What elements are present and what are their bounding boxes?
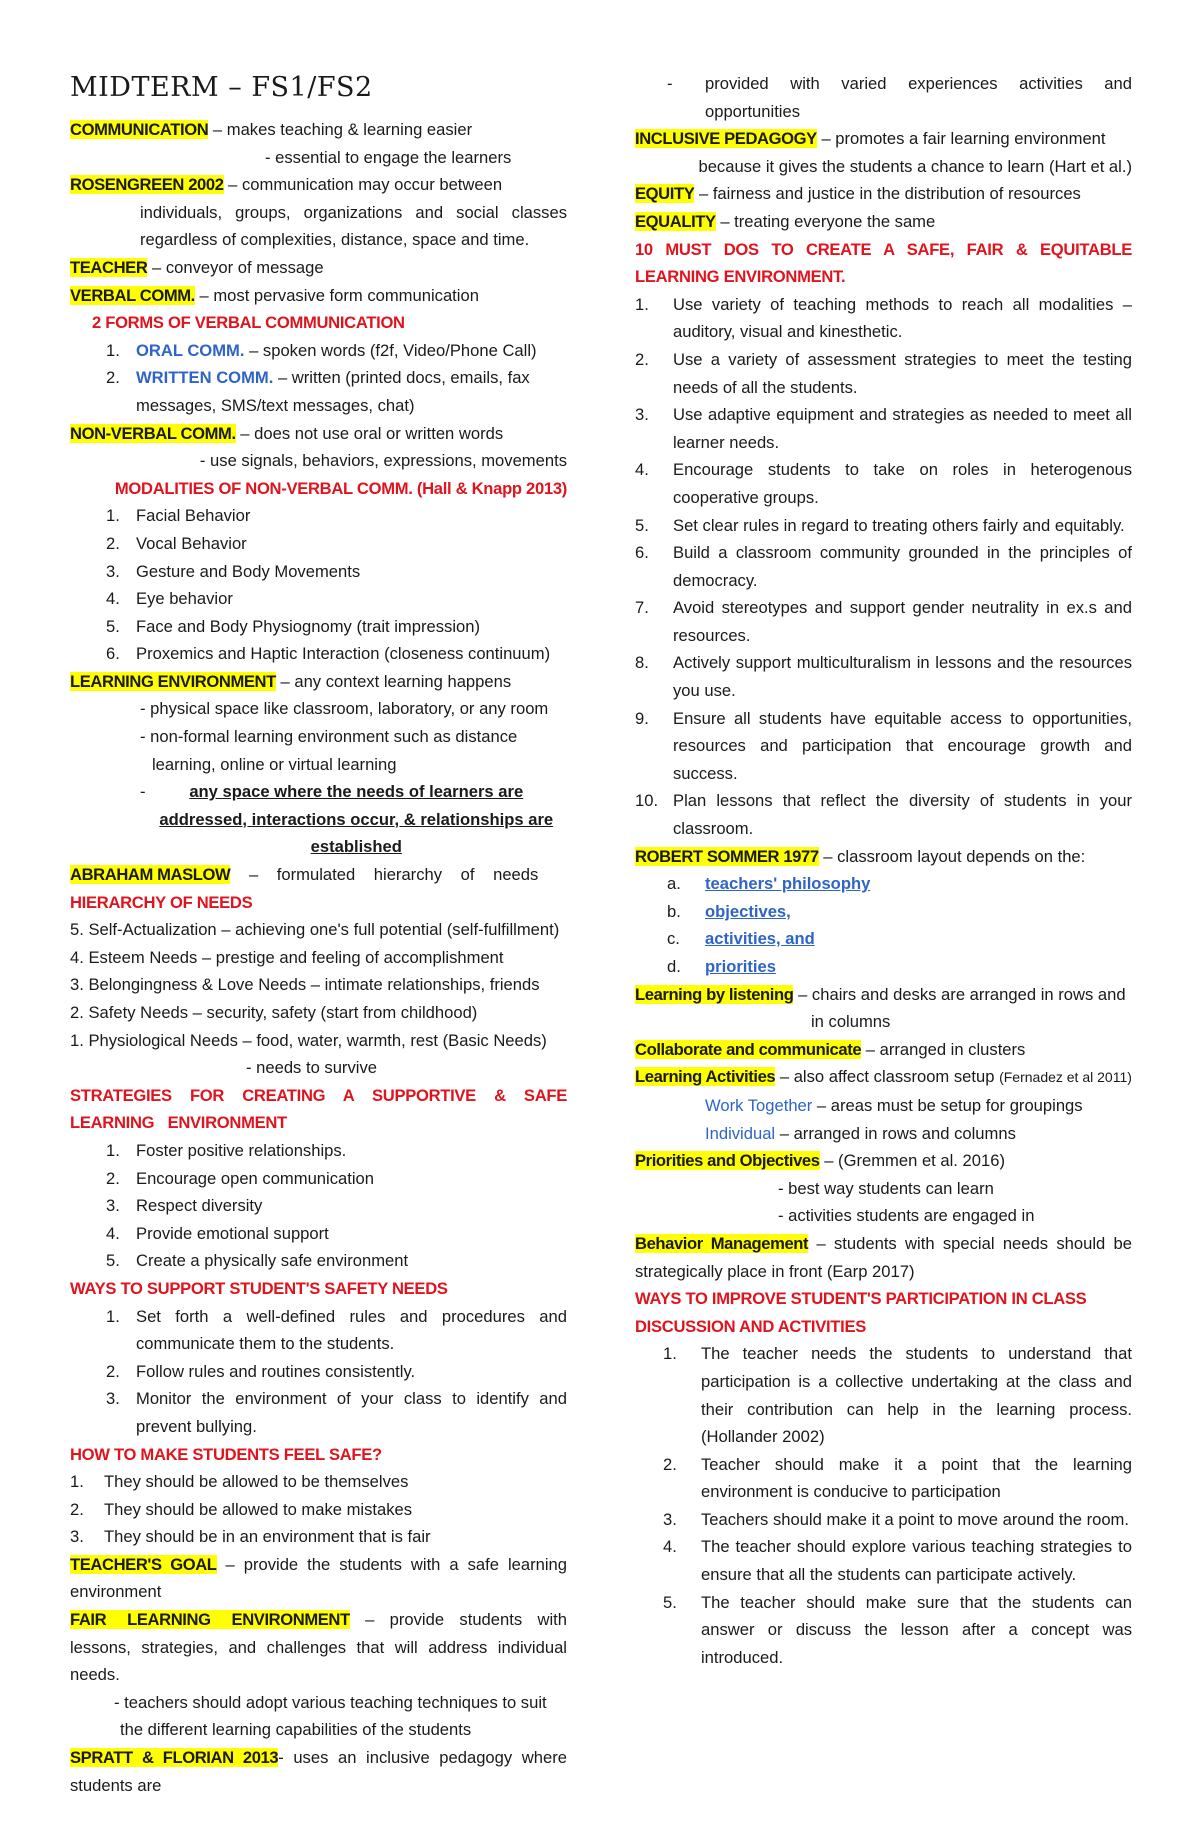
term-highlight: SPRATT & FLORIAN 2013	[70, 1748, 279, 1768]
teacher-entry	[70, 254, 567, 282]
list-item: 1. ORAL COMM. – spoken words (f2f, Video/Phone Call)	[106, 340, 537, 360]
term-blue: Individual	[705, 1123, 776, 1143]
term-blue: ORAL COMM.	[136, 340, 245, 360]
hierarchy-item: 5. Self-Actualization – achieving one's full potential (self-fulfillment)	[70, 920, 560, 940]
list-item: 1. Set forth a well-defined rules and procedures and communicate them to the students.	[106, 1306, 567, 1354]
list-item: 3. Respect diversity	[106, 1196, 263, 1216]
list-item: 4. Eye behavior	[106, 589, 233, 609]
list-item: 2. Use a variety of assessment strategies to meet the testing needs of all the students.	[635, 349, 1132, 397]
section-heading: WAYS TO IMPROVE STUDENT'S PARTICIPATION IN CLASS DISCUSSION AND ACTIVITIES	[635, 1289, 1087, 1336]
modalities-list	[70, 502, 567, 668]
list-item: 1. Use variety of teaching methods to reach all modalities – auditory, visual and kinesthetic.	[635, 294, 1132, 342]
definition: – fairness and justice in the distribution of resources	[694, 184, 1081, 204]
linked-term: objectives,	[705, 901, 791, 921]
list-item: c. activities, and	[667, 929, 815, 949]
list-item: 3. Use adaptive equipment and strategies as needed to meet all learner needs.	[635, 405, 1132, 452]
left-column	[70, 64, 567, 1799]
section-heading: 2 FORMS OF VERBAL COMMUNICATION	[92, 313, 405, 333]
strategies-list	[70, 1137, 567, 1275]
hierarchy-item: 2. Safety Needs – security, safety (start from childhood)	[70, 1003, 478, 1022]
collaborate-entry	[635, 1036, 1132, 1064]
list-item: 5. The teacher should make sure that the students can answer or discuss the lesson after a concept was introduced.	[663, 1592, 1132, 1667]
term-highlight: Learning by listening	[635, 984, 794, 1004]
term-highlight: EQUALITY	[635, 211, 716, 231]
term-highlight: ROSENGREEN 2002	[70, 175, 224, 195]
right-column	[635, 70, 1132, 1671]
definition-continuation: in columns	[811, 1012, 891, 1032]
list-item: 1. Foster positive relationships.	[106, 1140, 347, 1160]
list-item: 1. Facial Behavior	[106, 506, 251, 526]
definition: – areas must be setup for groupings	[812, 1095, 1083, 1115]
term-highlight: INCLUSIVE PEDAGOGY	[635, 129, 817, 149]
list-item: 4. Provide emotional support	[106, 1223, 329, 1243]
list-item: 3. They should be in an environment that is fair	[70, 1527, 431, 1547]
list-item: a. teachers' philosophy	[667, 874, 871, 894]
list-item: d. priorities	[667, 957, 777, 976]
teachers-goal-entry	[70, 1551, 567, 1606]
term-highlight: FAIR LEARNING ENVIRONMENT	[70, 1610, 350, 1630]
term-highlight: ROBERT SOMMER 1977	[635, 846, 819, 866]
section-heading: HIERARCHY OF NEEDS	[70, 892, 253, 912]
list-item: 2. They should be allowed to make mistakes	[70, 1499, 413, 1519]
listening-entry	[635, 981, 1132, 1009]
list-item: 7. Avoid stereotypes and support gender neutrality in ex.s and resources.	[635, 598, 1132, 645]
list-item: - provided with varied experiences activities and opportunities	[667, 74, 1132, 121]
term-blue: WRITTEN COMM.	[136, 368, 274, 388]
verbal-forms-list	[70, 337, 567, 420]
definition: – arranged in rows and columns	[775, 1123, 1016, 1143]
sub-point: - activities students are engaged in	[778, 1206, 1035, 1226]
nonverbal-entry	[70, 420, 567, 448]
communication-entry	[70, 116, 567, 144]
list-item: 6. Build a classroom community grounded in the principles of democracy.	[635, 543, 1132, 590]
participation-list	[635, 1340, 1132, 1671]
list-item: 6. Proxemics and Haptic Interaction (closeness continuum)	[106, 644, 551, 664]
feel-safe-list	[70, 1468, 567, 1551]
verbal-entry	[70, 282, 567, 310]
fair-environment-entry	[70, 1606, 567, 1689]
definition-continuation: because it gives the students a chance to learn (Hart et al.)	[698, 156, 1132, 176]
term-highlight: Collaborate and communicate	[635, 1039, 862, 1059]
section-heading: 10 MUST DOS TO CREATE A SAFE, FAIR & EQUITABLE LEARNING ENVIRONMENT.	[635, 239, 1132, 287]
term-highlight: NON-VERBAL COMM.	[70, 423, 236, 443]
term-highlight: Behavior Management	[635, 1233, 809, 1253]
individual-entry	[635, 1120, 1132, 1148]
definition: – students with special needs should be strategically place in front (Earp 2017)	[635, 1233, 1132, 1281]
definition: – promotes a fair learning environment	[816, 129, 1106, 149]
list-item: 2. Vocal Behavior	[106, 533, 247, 553]
behavior-entry	[635, 1230, 1132, 1285]
list-item: 5. Create a physically safe environment	[106, 1251, 409, 1271]
definition: – communication may occur between	[223, 175, 503, 195]
sub-point: - teachers should adopt various teaching techniques to suit the different learning capabilities of the students	[114, 1692, 547, 1740]
definition: – provide the students with a safe learning environment	[70, 1554, 567, 1602]
list-item: 8. Actively support multiculturalism in lessons and the resources you use.	[635, 653, 1132, 701]
linked-term: activities, and	[705, 929, 815, 949]
section-heading: MODALITIES OF NON-VERBAL COMM. (Hall & Knapp 2013)	[114, 478, 567, 498]
hierarchy-item: 1. Physiological Needs – food, water, warmth, rest (Basic Needs)	[70, 1030, 547, 1050]
section-heading: STRATEGIES FOR CREATING A SUPPORTIVE & SAFE LEARNING ENVIRONMENT	[70, 1085, 567, 1133]
list-item: 2. WRITTEN COMM. – written (printed docs, emails, fax messages, SMS/text messages, chat)	[106, 368, 530, 415]
rosengreen-entry	[70, 171, 567, 199]
term-highlight: Learning Activities	[635, 1067, 776, 1087]
linked-term: teachers' philosophy	[705, 874, 871, 894]
equity-entry	[635, 180, 1132, 208]
equality-entry	[635, 208, 1132, 236]
priorities-entry	[635, 1147, 1132, 1175]
definition: – most pervasive form communication	[194, 285, 479, 305]
definition: - uses an inclusive pedagogy where students are	[70, 1748, 567, 1795]
list-item: 9. Ensure all students have equitable access to opportunities, resources and participation that encourage growth and success.	[635, 708, 1132, 783]
list-item: 4. Encourage students to take on roles in heterogenous cooperative groups.	[635, 460, 1132, 507]
term-blue: Work Together	[705, 1095, 813, 1115]
must-dos-list	[635, 291, 1132, 843]
list-item: 3. Teachers should make it a point to move around the room.	[663, 1509, 1129, 1529]
section-heading: WAYS TO SUPPORT STUDENT'S SAFETY NEEDS	[70, 1278, 448, 1298]
hierarchy-item: 4. Esteem Needs – prestige and feeling of accomplishment	[70, 947, 504, 967]
definition: – any context learning happens	[275, 671, 512, 691]
list-item: 2. Teacher should make it a point that the learning environment is conducive to participation	[663, 1454, 1132, 1502]
definition: – (Gremmen et al. 2016)	[819, 1151, 1005, 1171]
list-item: 10. Plan lessons that reflect the diversity of students in your classroom.	[635, 791, 1132, 839]
list-item: 1. They should be allowed to be themselves	[70, 1472, 409, 1492]
inclusive-pedagogy-entry	[635, 125, 1132, 153]
list-item: 2. Follow rules and routines consistently.	[106, 1361, 416, 1381]
linked-term: priorities	[705, 957, 777, 976]
definition: – treating everyone the same	[715, 211, 936, 231]
sub-point: learning, online or virtual learning	[152, 754, 397, 774]
sub-point: - needs to survive	[246, 1058, 377, 1078]
section-heading: HOW TO MAKE STUDENTS FEEL SAFE?	[70, 1444, 382, 1464]
term-highlight: Priorities and Objectives	[635, 1151, 820, 1171]
term-highlight: TEACHER	[70, 257, 148, 277]
definition: – formulated hierarchy of needs	[230, 865, 539, 885]
learning-environment-entry	[70, 668, 567, 696]
term-highlight: TEACHER'S GOAL	[70, 1554, 217, 1574]
hierarchy-item: 3. Belongingness & Love Needs – intimate relationships, friends	[70, 975, 540, 995]
spratt-entry	[70, 1744, 567, 1799]
definition: – provide students with lessons, strategies, and challenges that will address individual needs.	[70, 1610, 567, 1685]
term-highlight: VERBAL COMM.	[70, 285, 195, 305]
sub-point: - essential to engage the learners	[265, 147, 512, 167]
list-item: 5. Face and Body Physiognomy (trait impression)	[106, 616, 481, 636]
maslow-entry	[70, 861, 567, 889]
list-item: b. objectives,	[667, 901, 791, 921]
definition: – makes teaching & learning easier	[208, 120, 473, 139]
list-item: 3. Monitor the environment of your class to identify and prevent bullying.	[106, 1389, 567, 1436]
sommer-entry	[635, 843, 1132, 871]
emphasis-point: - any space where the needs of learners are addressed, interactions occur, & relationships are established	[70, 778, 567, 861]
work-together-entry	[635, 1092, 1132, 1120]
sommer-list	[635, 870, 1132, 980]
list-item: 3. Gesture and Body Movements	[106, 561, 361, 581]
definition: – does not use oral or written words	[235, 423, 504, 443]
page-title: MIDTERM – FS1/FS2	[70, 72, 373, 103]
list-item: 4. The teacher should explore various teaching strategies to ensure that all the students can participate actively.	[663, 1537, 1132, 1585]
activities-entry	[635, 1063, 1132, 1092]
definition: – conveyor of message	[147, 257, 324, 277]
sub-point: - best way students can learn	[778, 1178, 994, 1198]
definition: – arranged in clusters	[861, 1039, 1026, 1059]
term-highlight: ABRAHAM MASLOW	[70, 865, 231, 885]
citation: (Fernadez et al 2011)	[999, 1069, 1132, 1086]
safety-ways-list	[70, 1303, 567, 1441]
term-highlight: COMMUNICATION	[70, 120, 209, 139]
term-highlight: LEARNING ENVIRONMENT	[70, 671, 276, 691]
definition: – classroom layout depends on the:	[818, 846, 1086, 866]
definition-continuation: individuals, groups, organizations and social classes regardless of complexities, distance, space and time.	[140, 202, 567, 250]
sub-point: - use signals, behaviors, expressions, movements	[199, 451, 567, 471]
term-highlight: EQUITY	[635, 184, 695, 204]
list-item: 2. Encourage open communication	[106, 1168, 374, 1188]
emphasis-text: any space where the needs of learners are addressed, interactions occur, & relationships are established	[159, 782, 554, 857]
sub-point: - physical space like classroom, laboratory, or any room	[140, 699, 549, 719]
list-item: 1. The teacher needs the students to understand that participation is a collective undertaking at the class and their contribution can help in the learning process. (Hollander 2002)	[663, 1344, 1132, 1447]
list-item: 5. Set clear rules in regard to treating others fairly and equitably.	[635, 515, 1125, 535]
definition: – chairs and desks are arranged in rows and	[793, 984, 1126, 1004]
sub-point: - non-formal learning environment such as distance	[140, 727, 518, 747]
definition: – also affect classroom setup	[775, 1067, 1000, 1087]
